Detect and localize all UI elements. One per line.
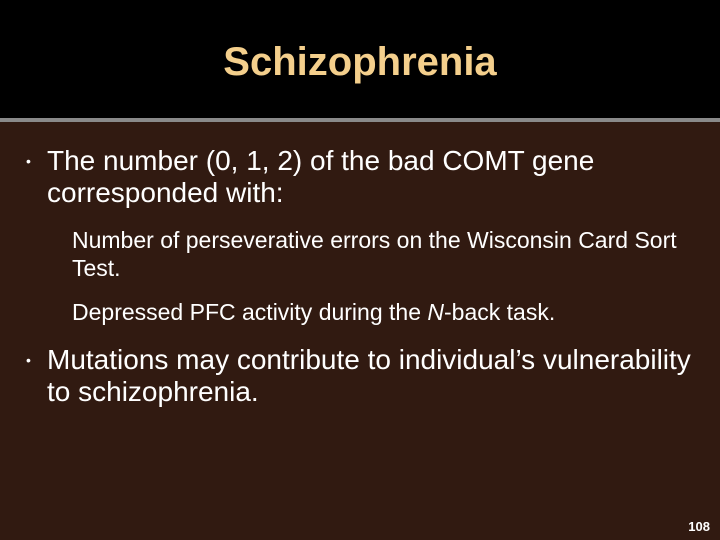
sub-item-text: Depressed PFC activity during the (72, 299, 428, 325)
bullet-marker: • (26, 153, 31, 169)
sub-item-text: -back task. (444, 299, 556, 325)
title-band (0, 0, 720, 118)
page-number: 108 (688, 519, 710, 534)
bullet-text: Mutations may contribute to individual’s vulnerability to schizophrenia. (47, 344, 691, 407)
sub-item: Number of perseverative errors on the Wisconsin Card Sort Test. (72, 227, 677, 281)
slide-body (0, 122, 720, 540)
sub-item-italic-text: N (427, 299, 445, 325)
bullet-text: The number (0, 1, 2) of the bad COMT gene corresponded with: (47, 145, 595, 208)
sub-item (72, 298, 702, 326)
bullet-marker: • (26, 352, 31, 368)
slide-title: Schizophrenia (223, 40, 497, 84)
